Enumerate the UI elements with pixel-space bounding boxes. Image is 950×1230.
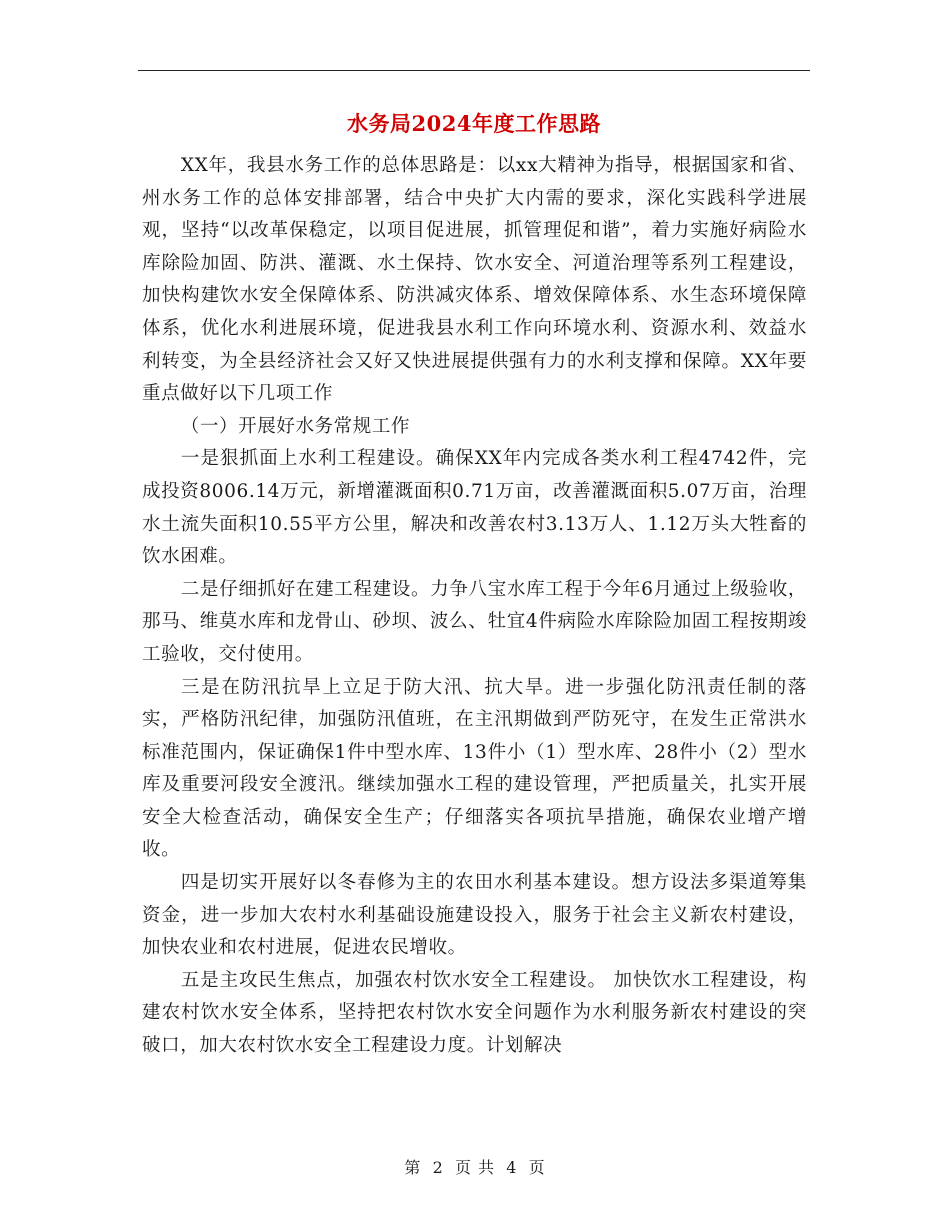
paragraph-item-3: 三是在防汛抗旱上立足于防大汛、抗大旱。进一步强化防汛责任制的落实，严格防汛纪律，加强防汛值班，在主汛期做到严防死守，在发生正常洪水标准范围内，保证确保1件中型水库、13件小（1）型水库、28件小（2）型水库及重要河段安全渡汛。继续加强水工程的建设管理，严把质量关，扎实开展安全大检查活动，确保安全生产；仔细落实各项抗旱措施，确保农业增产增收。 xyxy=(142,676,807,861)
footer-prefix: 第 xyxy=(404,1158,422,1177)
paragraph-item-2: 二是仔细抓好在建工程建设。力争八宝水库工程于今年6月通过上级验收，那马、维莫水库和龙骨山、砂坝、波么、牡宜4件病险水库除险加固工程按期竣工验收，交付使用。 xyxy=(142,578,807,665)
paragraph-item-4: 四是切实开展好以冬春修为主的农田水利基本建设。想方设法多渠道筹集资金，进一步加大农村水利基础设施建设投入，服务于社会主义新农村建设，加快农业和农村进展，促进农民增收。 xyxy=(142,872,807,959)
footer-suffix: 页 xyxy=(528,1158,546,1177)
document-body xyxy=(142,150,807,1063)
document-title: 水务局2024年度工作思路 xyxy=(347,111,601,136)
footer-mid: 页 共 xyxy=(454,1158,496,1177)
footer-total-pages: 4 xyxy=(506,1158,518,1177)
section-heading: （一）开展好水务常规工作 xyxy=(180,415,411,437)
footer-page-number: 2 xyxy=(432,1158,444,1177)
page-footer xyxy=(0,1155,950,1178)
paragraph-item-5: 五是主攻民生焦点，加强农村饮水安全工程建设。 加快饮水工程建设，构建农村饮水安全体系，坚持把农村饮水安全问题作为水利服务新农村建设的突破口，加大农村饮水安全工程建设力度。计划解决 xyxy=(142,969,807,1057)
header-rule xyxy=(138,70,810,71)
paragraph-item-1: 一是狠抓面上水利工程建设。确保XX年内完成各类水利工程4742件，完成投资8006.14万元，新增灌溉面积0.71万亩，改善灌溉面积5.07万亩，治理水土流失面积10.55平方公里，解决和改善农村3.13万人、1.12万头大牲畜的饮水困难。 xyxy=(142,448,807,568)
paragraph-intro: XX年，我县水务工作的总体思路是：以xx大精神为指导，根据国家和省、州水务工作的总体安排部署，结合中央扩大内需的要求，深化实践科学进展观，坚持“以改革保稳定，以项目促进展，抓管理促和谐”，着力实施好病险水库除险加固、防洪、灌溉、水土保持、饮水安全、河道治理等系列工程建设，加快构建饮水安全保障体系、防洪减灾体系、增效保障体系、水生态环境保障体系，优化水利进展环境，促进我县水利工作向环境水利、资源水利、效益水利转变，为全县经济社会又好又快进展提供强有力的水利支撑和保障。XX年要重点做好以下几项工作 xyxy=(142,155,807,405)
